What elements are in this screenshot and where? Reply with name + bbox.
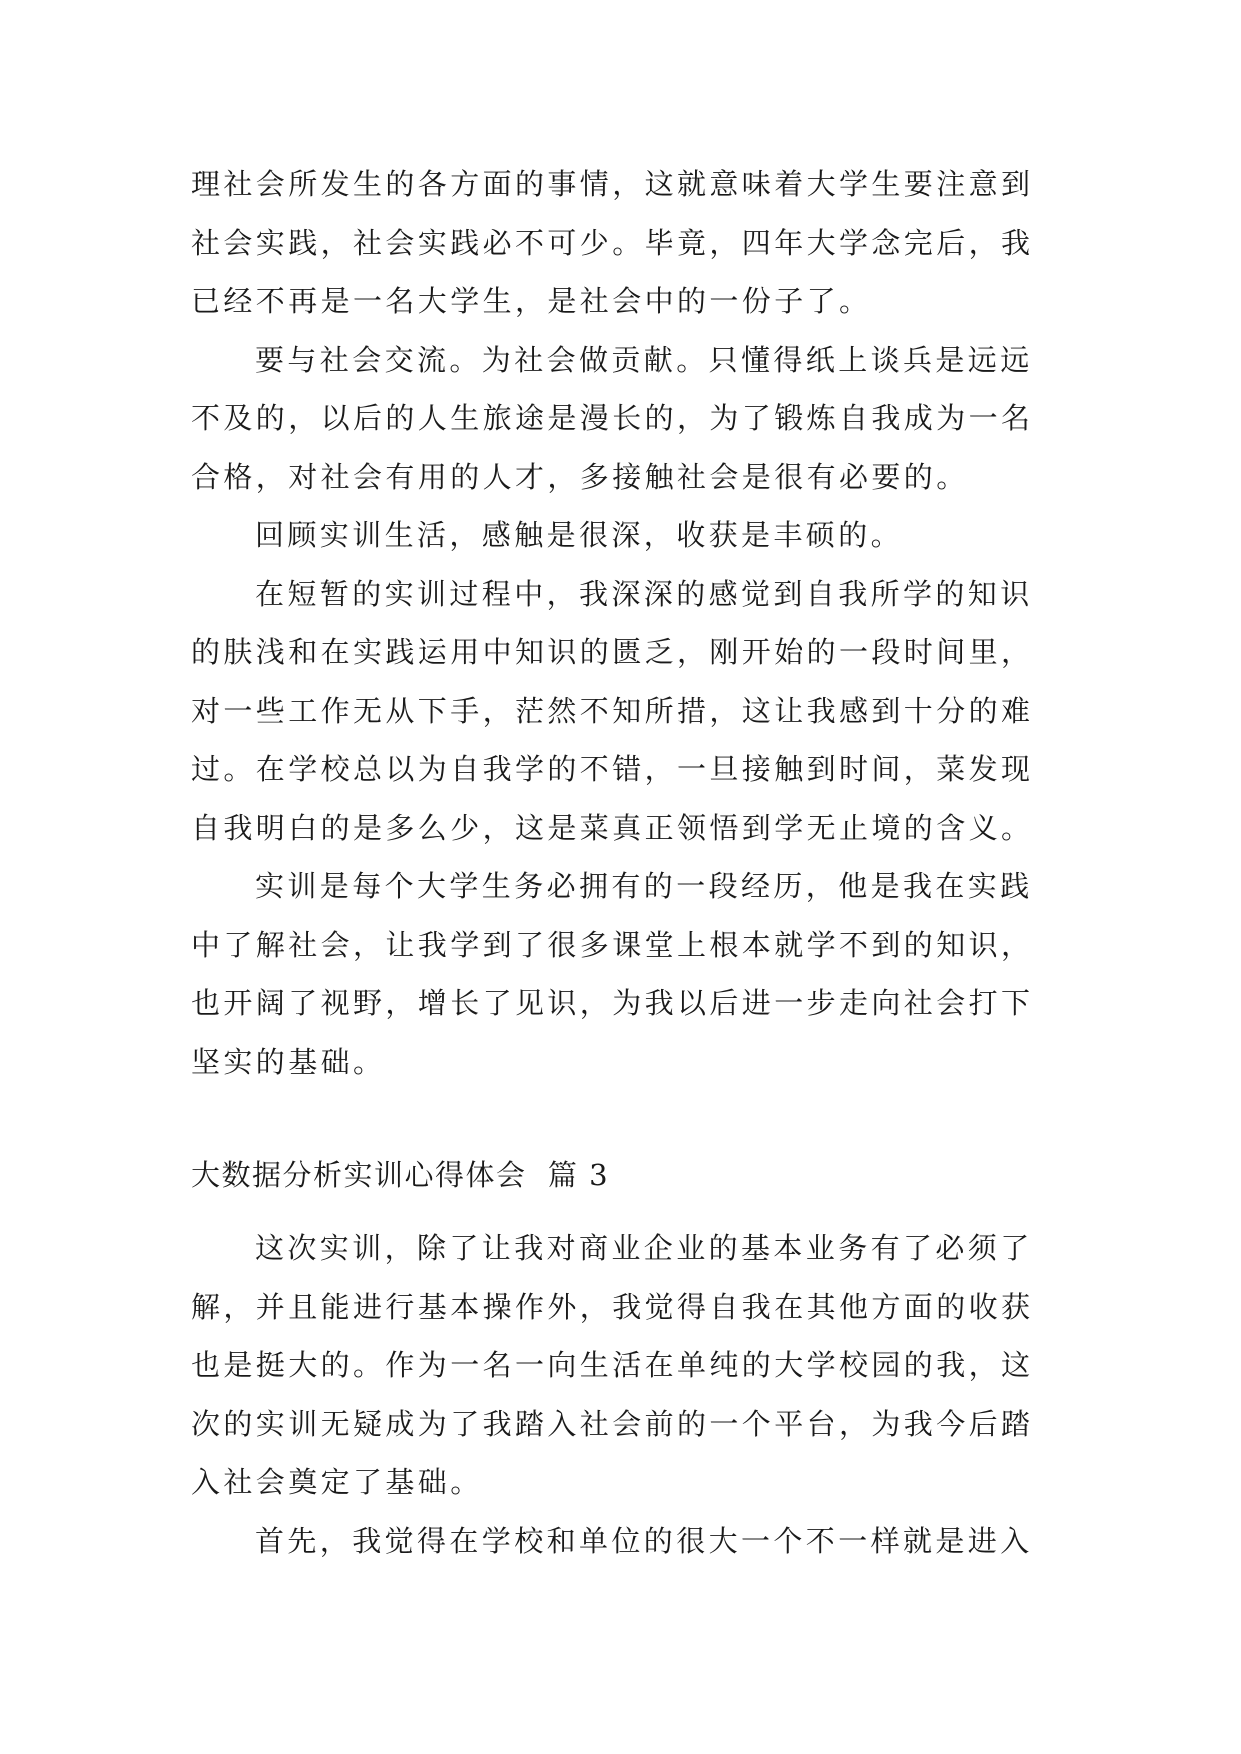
paragraph: 回顾实训生活，感触是很深，收获是丰硕的。: [255, 518, 904, 552]
paragraph: 首先，我觉得在学校和单位的很大一个不一样就是进入: [255, 1523, 1033, 1558]
paragraph: 要与社会交流。为社会做贡献。只懂得纸上谈兵是远远不及的，以后的人生旅途是漫长的，为了锻炼自我成为一名合格，对社会有用的人才，多接触社会是很有必要的。: [191, 342, 1034, 494]
body-text-section-1: [191, 155, 1051, 1091]
section-heading: 大数据分析实训心得体会 篇 3: [191, 1158, 610, 1192]
body-text-section-2: [191, 1219, 1051, 1570]
paragraph: 这次实训，除了让我对商业企业的基本业务有了必须了解，并且能进行基本操作外，我觉得自我在其他方面的收获也是挺大的。作为一名一向生活在单纯的大学校园的我，这次的实训无疑成为了我踏入社会前的一个平台，为我今后踏入社会奠定了基础。: [191, 1231, 1034, 1499]
paragraph: 在短暂的实训过程中，我深深的感觉到自我所学的知识的肤浅和在实践运用中知识的匮乏，刚开始的一段时间里，对一些工作无从下手，茫然不知所措，这让我感到十分的难过。在学校总以为自我学的不错，一旦接触到时间，菜发现自我明白的是多么少，这是菜真正领悟到学无止境的含义。: [191, 576, 1034, 845]
paragraph: 理社会所发生的各方面的事情，这就意味着大学生要注意到社会实践，社会实践必不可少。毕竟，四年大学念完后，我已经不再是一名大学生，是社会中的一份子了。: [191, 167, 1034, 318]
paragraph: 实训是每个大学生务必拥有的一段经历，他是我在实践中了解社会，让我学到了很多课堂上根本就学不到的知识，也开阔了视野，增长了见识，为我以后进一步走向社会打下坚实的基础。: [191, 869, 1034, 1079]
